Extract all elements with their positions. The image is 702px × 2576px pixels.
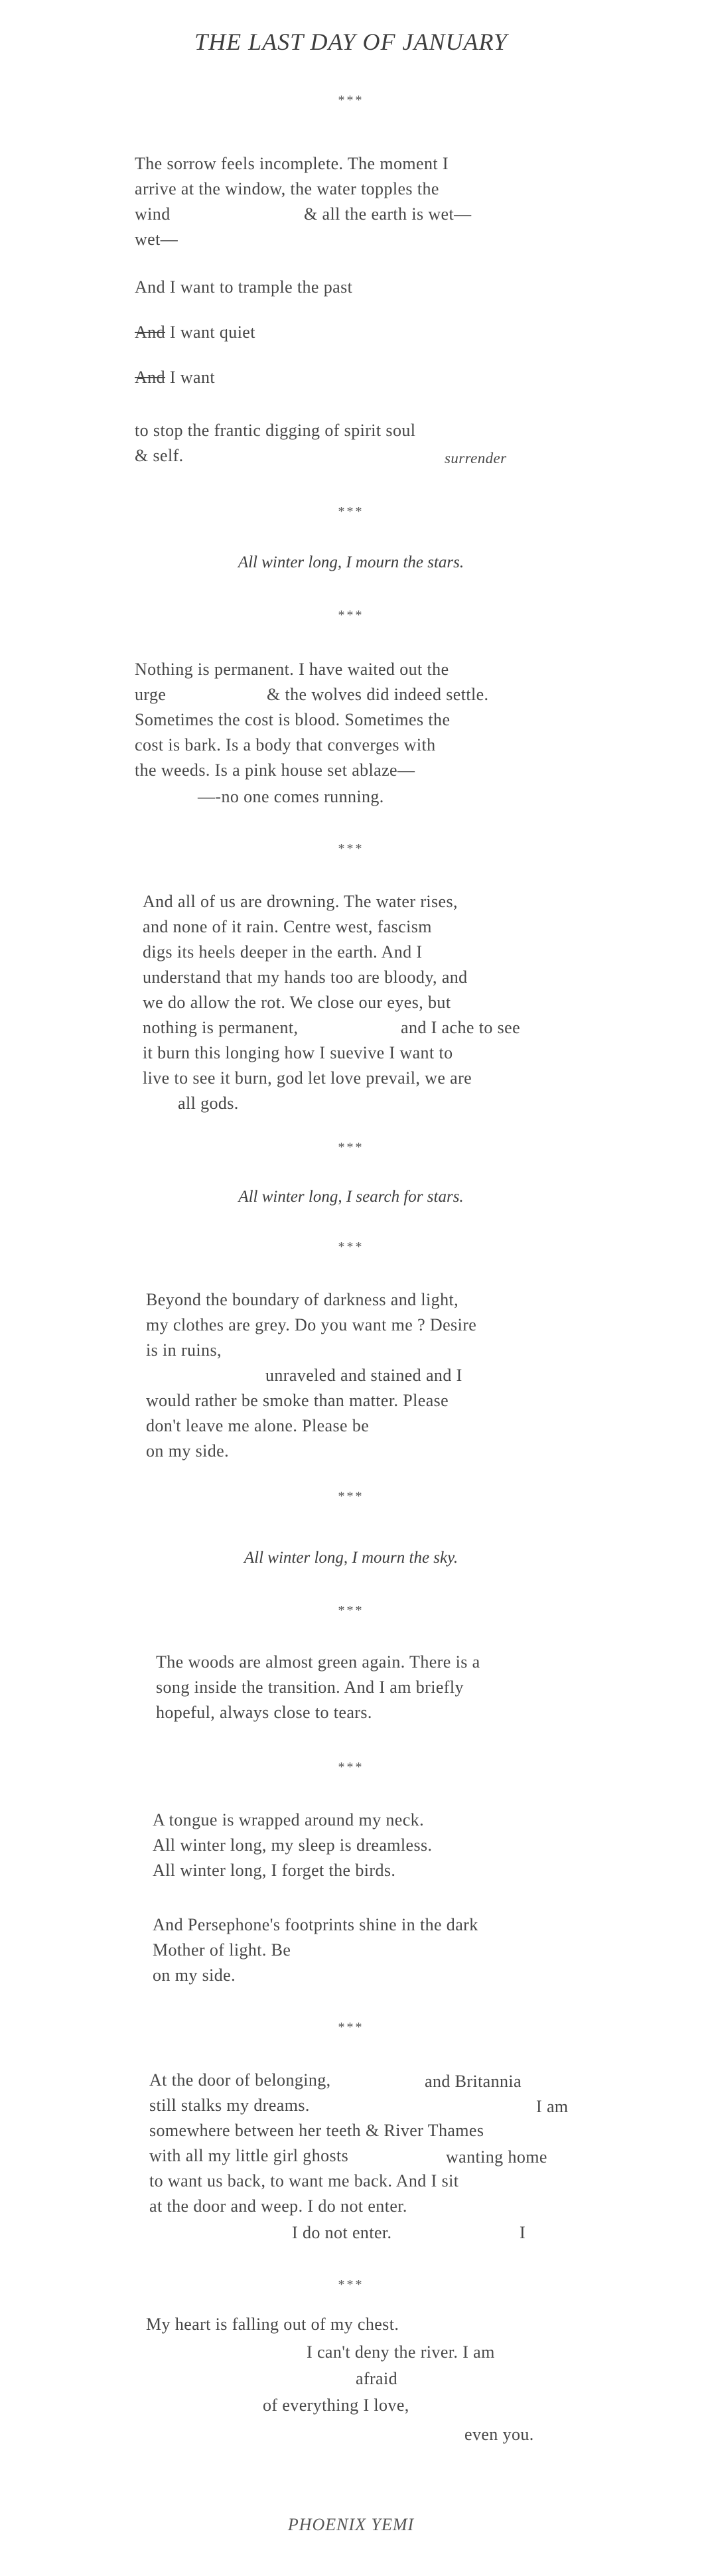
struck-word: And: [135, 368, 165, 387]
section-separator: ***: [338, 2277, 364, 2292]
stanza-9-line-2: song inside the transition. And I am briefly: [156, 1678, 464, 1697]
stanza-8-line-4: unraveled and stained and I: [265, 1366, 462, 1385]
stanza-6-line-4: cost is bark. Is a body that converges with: [135, 735, 436, 754]
stanza-8-line-5: would rather be smoke than matter. Please: [146, 1391, 449, 1410]
section-separator: ***: [338, 1240, 364, 1254]
stanza-13-line-1: My heart is falling out of my chest.: [146, 2315, 399, 2334]
section-separator: ***: [338, 2020, 364, 2035]
section-separator: ***: [338, 1140, 364, 1155]
stanza-3-line-1: [135, 320, 255, 345]
stanza-13-line-5: even you.: [464, 2425, 534, 2444]
stanza-6-line-6: —-no one comes running.: [198, 787, 384, 806]
stanza-8-line-3: is in ruins,: [146, 1340, 222, 1360]
section-separator: ***: [338, 608, 364, 622]
struck-word: And: [135, 322, 165, 342]
stanza-1-line-4: wet—: [135, 230, 178, 249]
section-separator: ***: [338, 1760, 364, 1774]
stanza-6-line-1: Nothing is permanent. I have waited out the: [135, 660, 449, 679]
stanza-12-line-2a: still stalks my dreams.: [149, 2096, 310, 2115]
stanza-7-line-3: digs its heels deeper in the earth. And I: [143, 942, 423, 962]
stanza-10-line-3: All winter long, I forget the birds.: [153, 1861, 396, 1880]
stanza-11-line-3: on my side.: [153, 1966, 236, 1985]
author-name: PHOENIX YEMI: [287, 2515, 415, 2534]
stanza-6-line-5: the weeds. Is a pink house set ablaze—: [135, 760, 415, 780]
stanza-7-line-1: And all of us are drowning. The water rises,: [143, 892, 458, 911]
stanza-12-line-4b: wanting home: [446, 2147, 547, 2167]
stanza-8-line-6: don't leave me alone. Please be: [146, 1416, 370, 1435]
section-separator: ***: [338, 93, 364, 107]
stanza-7-line-4: understand that my hands too are bloody, and: [143, 967, 468, 987]
section-separator: ***: [338, 1489, 364, 1504]
stanza-11-line-2: Mother of light. Be: [153, 1940, 291, 1960]
stanza-13-line-4: of everything I love,: [263, 2396, 409, 2415]
stanza-8-line-2: my clothes are grey. Do you want me ? Desire: [146, 1315, 477, 1334]
stanza-7-line-8: live to see it burn, god let love prevail, we are: [143, 1068, 472, 1088]
stanza-9-line-1: The woods are almost green again. There is a: [156, 1652, 480, 1672]
stanza-10-line-2: All winter long, my sleep is dreamless.: [153, 1835, 433, 1855]
stanza-8-line-1: Beyond the boundary of darkness and light,: [146, 1290, 458, 1309]
stanza-9-line-3: hopeful, always close to tears.: [156, 1703, 372, 1722]
stanza-12-line-3: somewhere between her teeth & River Thames: [149, 2121, 484, 2140]
stanza-2-line-1: And I want to trample the past: [135, 277, 353, 297]
section-separator: ***: [338, 841, 364, 856]
section-separator: ***: [338, 1603, 364, 1618]
stanza-4-rest: I want: [169, 368, 215, 387]
stanza-6-line-3: Sometimes the cost is blood. Sometimes the: [135, 710, 451, 729]
stanza-12-line-1a: At the door of belonging,: [149, 2070, 331, 2090]
stanza-1-line-3a: wind: [135, 204, 171, 224]
stanza-7-line-9: all gods.: [178, 1094, 239, 1113]
stanza-7-line-6a: nothing is permanent,: [143, 1018, 299, 1037]
stanza-1-line-1: The sorrow feels incomplete. The moment I: [135, 154, 449, 173]
stanza-5-line-2b: surrender: [445, 450, 507, 466]
stanza-7-line-5: we do allow the rot. We close our eyes, but: [143, 993, 451, 1012]
stanza-12-line-2b: I am: [536, 2097, 569, 2116]
stanza-13-line-3: afraid: [356, 2369, 398, 2388]
stanza-12-line-7a: I do not enter.: [292, 2223, 392, 2242]
stanza-7-line-7: it burn this longing how I suevive I want to: [143, 1043, 453, 1062]
stanza-3-rest: I want quiet: [169, 322, 255, 342]
stanza-7-line-6b: and I ache to see: [401, 1018, 521, 1037]
refrain-1: All winter long, I mourn the stars.: [238, 553, 464, 571]
stanza-6-line-2a: urge: [135, 685, 167, 704]
stanza-5-line-2: & self.: [135, 446, 184, 465]
stanza-10-line-1: A tongue is wrapped around my neck.: [153, 1810, 424, 1829]
refrain-2: All winter long, I search for stars.: [238, 1188, 464, 1206]
stanza-13-line-2: I can't deny the river. I am: [307, 2342, 495, 2362]
stanza-12-line-1b: and Britannia: [425, 2072, 522, 2091]
stanza-6-line-2b: & the wolves did indeed settle.: [267, 685, 489, 704]
stanza-4-line-1: [135, 365, 215, 390]
refrain-3: All winter long, I mourn the sky.: [244, 1549, 458, 1567]
stanza-12-line-5: to want us back, to want me back. And I sit: [149, 2171, 459, 2190]
stanza-11-line-1: And Persephone's footprints shine in the dark: [153, 1915, 478, 1934]
poem-title: THE LAST DAY OF JANUARY: [194, 29, 508, 55]
stanza-8-line-7: on my side.: [146, 1441, 230, 1461]
stanza-7-line-2: and none of it rain. Centre west, fascism: [143, 917, 432, 936]
stanza-12-line-4a: with all my little girl ghosts: [149, 2146, 349, 2165]
stanza-5-line-1: to stop the frantic digging of spirit soul: [135, 421, 416, 440]
stanza-1-line-2: arrive at the window, the water topples the: [135, 179, 439, 198]
section-separator: ***: [338, 504, 364, 519]
stanza-1-line-3b: & all the earth is wet—: [304, 204, 472, 224]
stanza-12-line-6: at the door and weep. I do not enter.: [149, 2196, 407, 2216]
stanza-12-line-7b: I: [520, 2223, 526, 2242]
